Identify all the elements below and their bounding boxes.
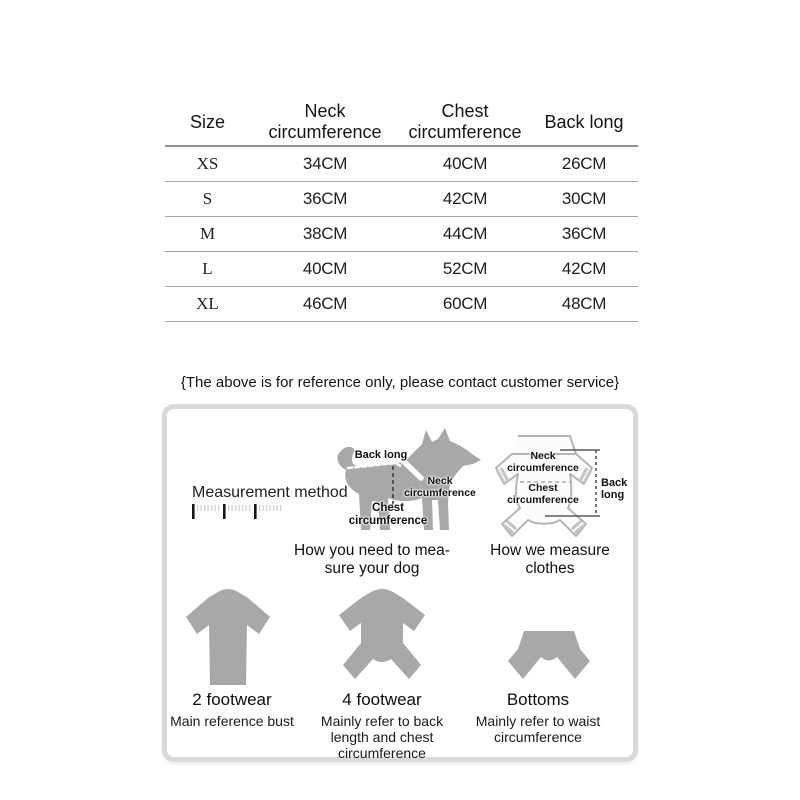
clothes-caption (470, 542, 630, 578)
column-header-size: Size (189, 111, 225, 132)
table-row (165, 182, 638, 217)
table-header-row (165, 99, 638, 147)
clothes-chest-label-line1: Chest (528, 482, 558, 494)
type-title: 2 footwear (192, 690, 272, 709)
cell-chest: 44CM (442, 224, 488, 243)
column-header-chest: Chest circumference (408, 101, 522, 142)
dog-neck-label (390, 475, 490, 499)
column-header-back: Back long (544, 111, 624, 132)
table-row (165, 287, 638, 322)
clothes-neck-label-line2: circumference (507, 462, 579, 474)
cell-back: 30CM (561, 189, 607, 208)
type-title: Bottoms (506, 690, 570, 709)
clothes-caption-line2: clothes (525, 560, 575, 577)
cell-back: 42CM (561, 259, 607, 278)
cell-size: S (202, 189, 213, 208)
cell-size: XL (196, 294, 219, 313)
type-four-footwear (302, 690, 462, 761)
type-desc: Main reference bust (170, 713, 294, 729)
dog-caption-line2: sure your dog (324, 560, 420, 577)
clothes-neck-label (493, 450, 593, 474)
clothes-chest-label (493, 482, 593, 506)
measurement-method-label: Measurement method (192, 484, 348, 501)
dog-chest-label (338, 502, 438, 528)
cell-chest: 52CM (442, 259, 488, 278)
type-desc: Mainly refer to back length and chest circumference (320, 713, 444, 761)
table-row (165, 217, 638, 252)
table-row (165, 252, 638, 287)
two-footwear-silhouette (182, 589, 274, 687)
size-table (165, 99, 638, 322)
cell-back: 26CM (561, 154, 607, 173)
type-bottoms (458, 690, 618, 745)
cell-chest: 42CM (442, 189, 488, 208)
type-two-footwear (152, 690, 312, 729)
cell-neck: 34CM (302, 154, 348, 173)
cell-neck: 40CM (302, 259, 348, 278)
dog-chest-label-line1: Chest (372, 502, 404, 514)
dog-caption-line1: How you need to mea- (294, 542, 450, 559)
cell-back: 48CM (561, 294, 607, 313)
dog-neck-label-line2: circumference (404, 487, 476, 499)
table-row (165, 147, 638, 182)
clothes-back-long-label: Back long (601, 477, 628, 501)
cell-neck: 46CM (302, 294, 348, 313)
cell-size: L (202, 259, 213, 278)
cell-chest: 60CM (442, 294, 488, 313)
dog-neck-label-line1: Neck (427, 475, 453, 487)
ruler-icon (190, 504, 284, 520)
clothes-chest-label-line2: circumference (507, 494, 579, 506)
cell-size: M (199, 224, 216, 243)
column-header-neck: Neck circumference (268, 101, 382, 142)
clothes-neck-label-line1: Neck (530, 450, 556, 462)
cell-neck: 36CM (302, 189, 348, 208)
reference-note: {The above is for reference only, please contact customer service} (180, 374, 620, 391)
type-desc: Mainly refer to waist circumference (475, 713, 601, 745)
clothes-caption-line1: How we measure (490, 542, 610, 559)
cell-neck: 38CM (302, 224, 348, 243)
cell-back: 36CM (561, 224, 607, 243)
dog-caption (292, 542, 452, 578)
dog-chest-label-line2: circumference (348, 515, 428, 527)
bottoms-silhouette (506, 629, 592, 685)
cell-chest: 40CM (442, 154, 488, 173)
four-footwear-silhouette (333, 589, 431, 687)
cell-size: XS (196, 154, 219, 173)
dog-back-long-label: Back long (354, 449, 408, 461)
type-title: 4 footwear (342, 690, 422, 709)
